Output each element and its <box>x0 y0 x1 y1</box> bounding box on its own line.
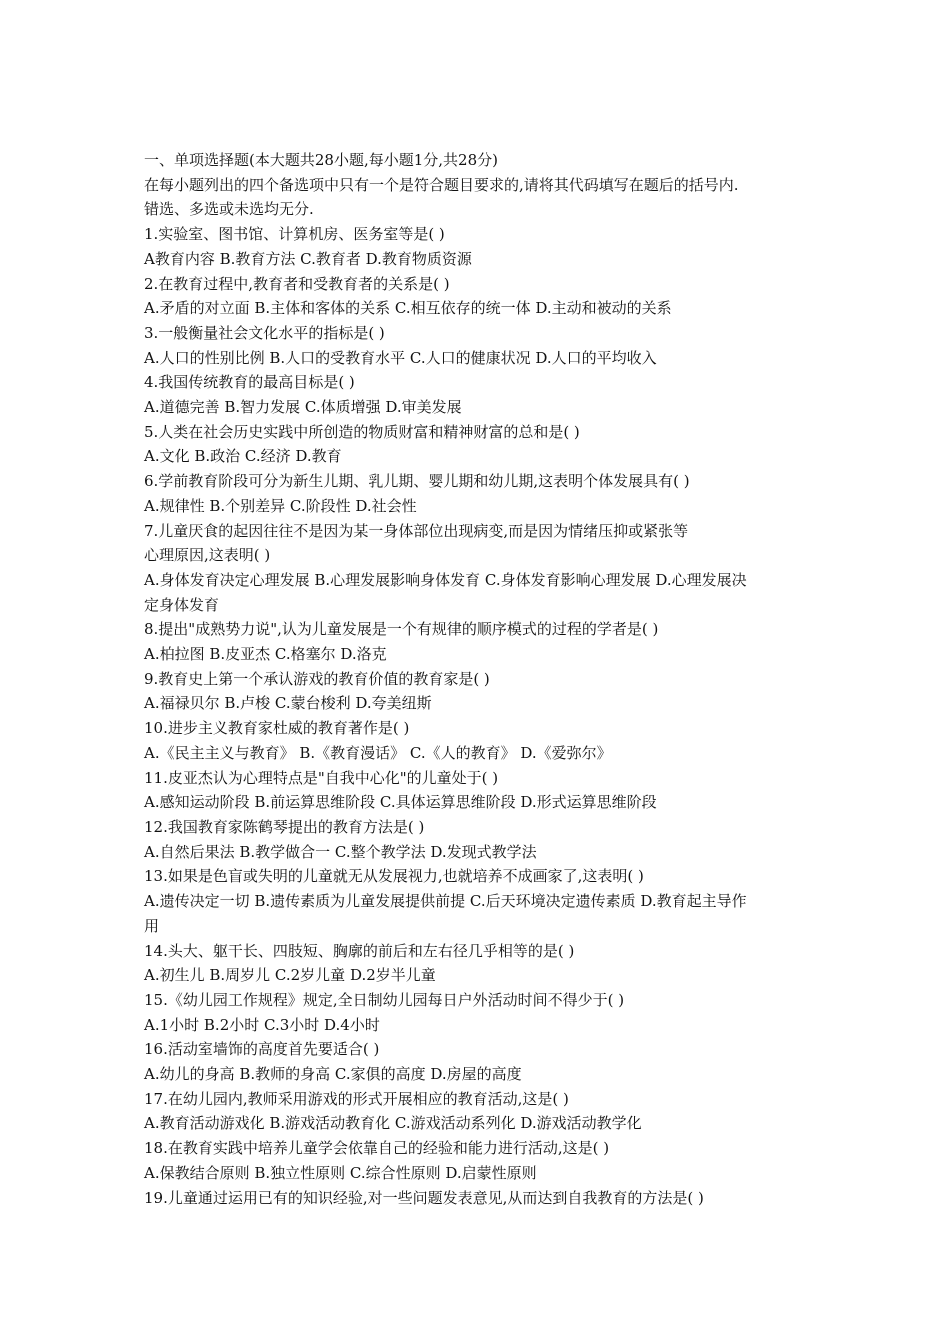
question-18: 18.在教育实践中培养儿童学会依靠自己的经验和能力进行活动,这是( ) <box>144 1139 610 1158</box>
question-15: 15.《幼儿园工作规程》规定,全日制幼儿园每日户外活动时间不得少于( ) <box>144 990 625 1009</box>
options-12: A.自然后果法 B.教学做合一 C.整个教学法 D.发现式教学法 <box>144 842 537 861</box>
question-5: 5.人类在社会历史实践中所创造的物质财富和精神财富的总和是( ) <box>144 422 580 441</box>
options-4: A.道德完善 B.智力发展 C.体质增强 D.审美发展 <box>144 398 462 417</box>
question-9: 9.教育史上第一个承认游戏的教育价值的教育家是( ) <box>144 669 490 688</box>
question-13: 13.如果是色盲或失明的儿童就无从发展视力,也就培养不成画家了,这表明( ) <box>144 867 644 886</box>
options-15: A.1小时 B.2小时 C.3小时 D.4小时 <box>144 1015 380 1034</box>
options-17: A.教育活动游戏化 B.游戏活动教育化 C.游戏活动系列化 D.游戏活动教学化 <box>144 1114 642 1133</box>
options-13: A.遗传决定一切 B.遗传素质为儿童发展提供前提 C.后天环境决定遗传素质 D.教育起主导作 <box>144 892 747 911</box>
options-2: A.矛盾的对立面 B.主体和客体的关系 C.相互依存的统一体 D.主动和被动的关系 <box>144 299 672 318</box>
section-heading: 一、单项选择题(本大题共28小题,每小题1分,共28分) <box>144 151 498 169</box>
options-8: A.柏拉图 B.皮亚杰 C.格塞尔 D.洛克 <box>144 645 387 664</box>
question-6: 6.学前教育阶段可分为新生儿期、乳儿期、婴儿期和幼儿期,这表明个体发展具有( ) <box>144 472 690 491</box>
question-3: 3.一般衡量社会文化水平的指标是( ) <box>144 323 385 342</box>
question-8: 8.提出"成熟势力说",认为儿童发展是一个有规律的顺序模式的过程的学者是( ) <box>144 620 659 639</box>
question-2: 2.在教育过程中,教育者和受教育者的关系是( ) <box>144 274 450 293</box>
options-11: A.感知运动阶段 B.前运算思维阶段 C.具体运算思维阶段 D.形式运算思维阶段 <box>144 793 657 812</box>
question-19: 19.儿童通过运用已有的知识经验,对一些问题发表意见,从而达到自我教育的方法是( ) <box>144 1188 704 1207</box>
options-10: A.《民主主义与教育》 B.《教育漫话》 C.《人的教育》 D.《爱弥尔》 <box>144 743 612 762</box>
question-7-cont: 心理原因,这表明( ) <box>144 546 271 565</box>
options-18: A.保教结合原则 B.独立性原则 C.综合性原则 D.启蒙性原则 <box>144 1163 537 1182</box>
options-1: A教育内容 B.教育方法 C.教育者 D.教育物质资源 <box>144 249 472 268</box>
question-12: 12.我国教育家陈鹤琴提出的教育方法是( ) <box>144 817 425 836</box>
options-3: A.人口的性别比例 B.人口的受教育水平 C.人口的健康状况 D.人口的平均收入 <box>144 348 657 367</box>
question-16: 16.活动室墙饰的高度首先要适合( ) <box>144 1040 380 1059</box>
question-10: 10.进步主义教育家杜威的教育著作是( ) <box>144 719 410 738</box>
options-13-cont: 用 <box>144 916 160 935</box>
options-5: A.文化 B.政治 C.经济 D.教育 <box>144 447 342 466</box>
question-4: 4.我国传统教育的最高目标是( ) <box>144 373 355 392</box>
instructions-line: 错选、多选或未选均无分. <box>144 200 314 219</box>
options-16: A.幼儿的身高 B.教师的身高 C.家俱的高度 D.房屋的高度 <box>144 1065 522 1084</box>
question-14: 14.头大、躯干长、四肢短、胸廓的前后和左右径几乎相等的是( ) <box>144 941 575 960</box>
question-17: 17.在幼儿园内,教师采用游戏的形式开展相应的教育活动,这是( ) <box>144 1089 569 1108</box>
question-7: 7.儿童厌食的起因往往不是因为某一身体部位出现病变,而是因为情绪压抑或紧张等 <box>144 521 689 540</box>
options-7: A.身体发育决定心理发展 B.心理发展影响身体发育 C.身体发育影响心理发展 D.心理发展决 <box>144 570 747 589</box>
exam-text <box>144 148 812 1210</box>
instructions-line: 在每小题列出的四个备选项中只有一个是符合题目要求的,请将其代码填写在题后的括号内. <box>144 175 739 194</box>
options-9: A.福禄贝尔 B.卢梭 C.蒙台梭利 D.夸美纽斯 <box>144 694 432 713</box>
question-1: 1.实验室、图书馆、计算机房、医务室等是( ) <box>144 225 445 244</box>
options-7-cont: 定身体发育 <box>144 595 220 614</box>
options-14: A.初生儿 B.周岁儿 C.2岁儿童 D.2岁半儿童 <box>144 966 436 985</box>
options-6: A.规律性 B.个别差异 C.阶段性 D.社会性 <box>144 496 417 515</box>
question-11: 11.皮亚杰认为心理特点是"自我中心化"的儿童处于( ) <box>144 768 499 787</box>
